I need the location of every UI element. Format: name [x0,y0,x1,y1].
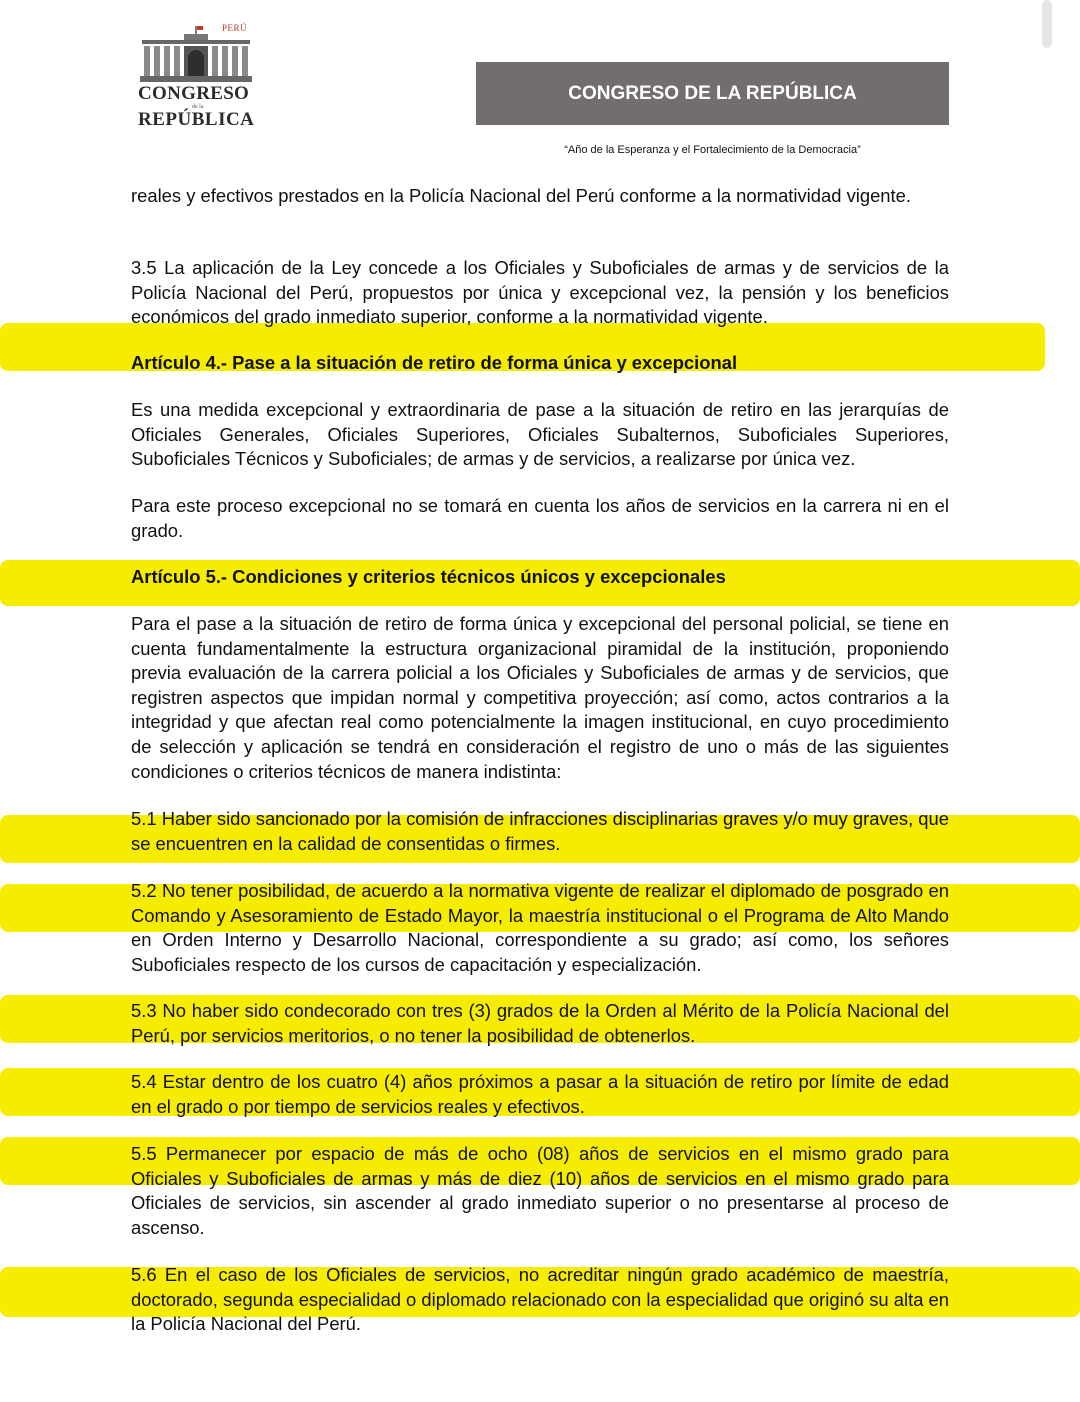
article-5-paragraph-1: Para el pase a la situación de retiro de forma única y excepcional del personal policial, se tiene en cuenta fundamentalmente la estructura organizacional piramidal de la institución, proponiendo previa evaluación de la carrera policial a los Oficiales y Suboficiales de armas y de servicios, que registren aspectos que impidan normal y competitiva proyección; así como, actos contrarios a la integridad y que afectan real como potencialmente la imagen institucional, en cuyo procedimiento de selección y aplicación se tendrá en consideración el registro de uno o más de las siguientes condiciones o criterios técnicos de manera indistinta: [131,613,949,782]
paragraph-5-1: 5.1 Haber sido sancionado por la comisión de infracciones disciplinarias graves y/o muy graves, que se encuentren en la calidad de consentidas o firmes. [131,808,949,854]
article-4-heading: Artículo 4.- Pase a la situación de retiro de forma única y excepcional [131,352,738,373]
scrollbar[interactable] [1042,0,1052,48]
article-4-paragraph-2: Para este proceso excepcional no se tomará en cuenta los años de servicios en la carrera ni en el grado. [131,495,949,541]
paragraph-3-5: 3.5 La aplicación de la Ley concede a los Oficiales y Suboficiales de armas y de servicios de la Policía Nacional del Perú, propuestos por única y excepcional vez, la pensión y los beneficios económicos del grado inmediato superior, conforme a la normatividad vigente. [131,257,949,328]
logo-country: PERÚ [222,23,248,33]
paragraph-5-5: 5.5 Permanecer por espacio de más de ocho (08) años de servicios en el mismo grado para Oficiales y Suboficiales de armas y más de diez (10) años de servicios en el mismo grado para Oficiales de servicios, sin ascender al grado inmediato superior o no presentarse al proceso de ascenso. [131,1143,949,1238]
logo-line-republica: REPÚBLICA [138,109,255,130]
congress-building-icon [138,26,254,84]
paragraph-intro: reales y efectivos prestados en la Policía Nacional del Perú conforme a la normatividad vigente. [131,185,911,206]
paragraph-5-2: 5.2 No tener posibilidad, de acuerdo a la normativa vigente de realizar el diplomado de posgrado en Comando y Asesoramiento de Estado Mayor, la maestría institucional o el Programa de Alto Mando en Orden Interno y Desarrollo Nacional, correspondiente a su grado; así como, los señores Suboficiales respecto de los cursos de capacitación y especialización. [131,880,949,975]
article-4-paragraph-1: Es una medida excepcional y extraordinaria de pase a la situación de retiro en las jerarquías de Oficiales Generales, Oficiales Superiores, Oficiales Subalternos, Suboficiales Superiores, Suboficiales Técnicos y Suboficiales; de armas y de servicios, a realizarse por única vez. [131,399,949,470]
paragraph-5-3: 5.3 No haber sido condecorado con tres (3) grados de la Orden al Mérito de la Policía Nacional del Perú, por servicios meritorios, o no tener la posibilidad de obtenerlos. [131,1000,949,1046]
article-5-heading: Artículo 5.- Condiciones y criterios técnicos únicos y excepcionales [131,566,726,587]
logo-line-congreso: CONGRESO [138,83,250,104]
congreso-logo [136,12,256,132]
paragraph-5-6: 5.6 En el caso de los Oficiales de servicios, no acreditar ningún grado académico de maestría, doctorado, segunda especialidad o diplomado relacionado con la especialidad que originó su alta en la Policía Nacional del Perú. [131,1264,949,1335]
header-motto: “Año de la Esperanza y el Fortalecimiento de la Democracia” [564,144,861,156]
header-banner: CONGRESO DE LA REPÚBLICA [476,62,949,125]
logo-line-de-la: de la [192,104,204,110]
paragraph-5-4: 5.4 Estar dentro de los cuatro (4) años próximos a pasar a la situación de retiro por límite de edad en el grado o por tiempo de servicios reales y efectivos. [131,1071,949,1117]
